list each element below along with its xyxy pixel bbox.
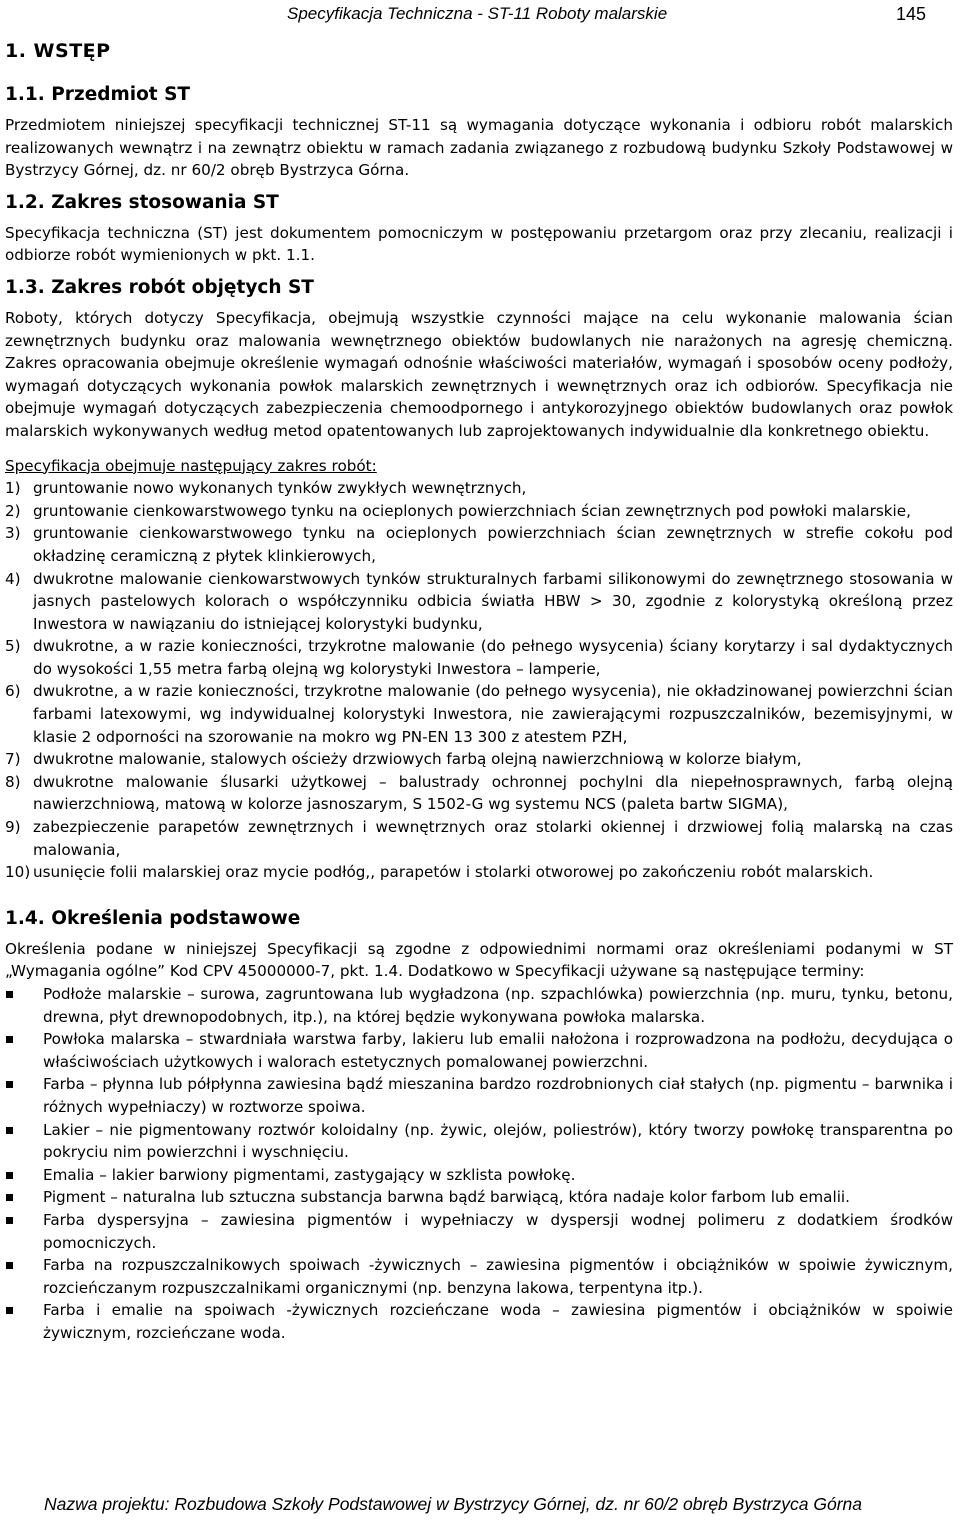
bullet-square-icon [6,1262,13,1269]
page-footer: Nazwa projektu: Rozbudowa Szkoły Podstawowej w Bystrzycy Górnej, dz. nr 60/2 obręb Bystrzyca Górna [44,1494,862,1514]
term-item [5,1299,953,1344]
scope-item [5,500,953,523]
section-text: Przedmiotem niniejszej specyfikacji technicznej ST-11 są wymagania dotyczące wykonania i odbioru robót malarskich realizowanych wewnątrz i na zewnątrz obiektu w ramach zadania związanego z rozbudową budynku Szkoły Podstawowej w Bystrzycy Górnej, dz. nr 60/2 obręb Bystrzyca Górna. [5,116,953,180]
scope-item-text: zabezpieczenie parapetów zewnętrznych i wewnętrznych oraz stolarki okiennej i drzwiowej folią malarską na czas malowania, [33,818,953,859]
term-item [5,1209,953,1254]
section-title: 1.3. Zakres robót objętych ST [5,276,314,298]
term-item [5,1073,953,1118]
page-header [287,2,926,26]
scope-item-number: 7) [5,750,21,769]
page-number: 145 [895,3,926,24]
scope-item-text: dwukrotne, a w razie konieczności, trzykrotne malowanie (do pełnego wysycenia), nie okładzinowanej powierzchni ścian farbami latexowymi, wg indywidualnej kolorystyki Inwestora, nie zawierającymi rozpuszczalników, bezemisyjnymi, w klasie 2 odporności na szorowanie na mokro wg PN-EN 13 300 z atestem PZH, [33,682,953,746]
bullet-square-icon [6,991,13,998]
term-text: Farba – płynna lub półpłynna zawiesina bądź mieszanina bardzo rozdrobnionych ciał stałych (np. pigmentu – barwnika i różnych wypełniaczy) w roztworze spoiwa. [43,1075,953,1116]
term-item [5,983,953,1028]
term-text: Powłoka malarska – stwardniała warstwa farby, lakieru lub emalii nałożona i rozprowadzona na podłożu, decydująca o właściwościach użytkowych i walorach estetycznych pomalowanej powierzchni. [43,1030,953,1071]
scope-item-text: dwukrotne malowanie ślusarki użytkowej – balustrady ochronnej pochylni dla niepełnosprawnych, farbą olejną nawierzchniową, matową w kolorze jasnoszarym, S 1502-G wg systemu NCS (paleta bartw SIGMA), [33,772,953,814]
scope-item-text: gruntowanie cienkowarstwowego tynku na ocieplonych powierzchniach ścian zewnętrznych w strefie cokołu pod okładzinę ceramiczną z płytek klinkierowych, [33,524,953,565]
scope-item-text: usunięcie folii malarskiej oraz mycie podłóg,, parapetów i stolarki otworowej po zakończeniu robót malarskich. [33,863,874,882]
scope-item-number: 5) [5,637,21,656]
section-1-4 [5,906,953,1345]
scope-item-text: gruntowanie nowo wykonanych tynków zwykłych wewnętrznych, [33,479,527,498]
section-1-3 [5,275,953,884]
bullet-square-icon [6,1172,13,1179]
chapter-heading: 1. WSTĘP [5,40,111,62]
scope-item [5,635,953,680]
scope-title: Specyfikacja obejmuje następujący zakres robót: [5,456,377,475]
scope-item [5,816,953,861]
term-text: Farba dyspersyjna – zawiesina pigmentów i wypełniaczy w dyspersji wodnej polimeru z dodatkiem środków pomocniczych. [43,1210,953,1252]
term-text: Farba na rozpuszczalnikowych spoiwach -żywicznych – zawiesina pigmentów i obciążników w spoiwie żywicznym, rozcieńczanym rozpuszczalnikami organicznymi (np. benzyna lakowa, terpentyna itp.). [43,1256,953,1297]
section-title: 1.2. Zakres stosowania ST [5,191,279,213]
term-item [5,1254,953,1299]
term-item [5,1028,953,1073]
section-title: 1.1. Przedmiot ST [5,84,191,105]
scope-item-number: 9) [5,818,21,837]
term-item [5,1119,953,1164]
bullet-square-icon [6,1217,13,1224]
section-text: Określenia podane w niniejszej Specyfikacji są zgodne z odpowiednimi normami oraz określeniami podanymi w ST „Wymagania ogólne” Kod CPV 45000000-7, pkt. 1.4. Dodatkowo w Specyfikacji używane są następujące terminy: [5,939,953,981]
scope-item [5,771,953,816]
bullet-square-icon [6,1307,13,1314]
term-item [5,1164,953,1187]
scope-item-text: dwukrotne, a w razie konieczności, trzykrotne malowanie (do pełnego wysycenia) ściany korytarzy i sal dydaktycznych do wysokości 1,55 metra farbą olejną wg kolorystyki Inwestora – lamperie, [33,637,953,678]
scope-item [5,477,953,500]
section-1-2 [5,190,953,267]
document-body [5,40,953,1349]
scope-item-number: 3) [5,524,21,543]
section-text: Roboty, których dotyczy Specyfikacja, obejmują wszystkie czynności mające na celu wykonanie malowania ścian zewnętrznych budynku oraz malowania wewnętrznego obiektów budowlanych nie narażonych na agresję chemiczną. Zakres opracowania obejmuje określenie wymagań odnośnie właściwości materiałów, wymagań i sposobów oceny podłoży, wymagań dotyczących wykonania powłok malarskich zewnętrznych i wewnętrznych oraz ich odbiorów. Specyfikacja nie obejmuje wymagań dotyczących zabezpieczenia chemoodpornego i antykorozyjnego obiektów budowlanych oraz powłok malarskich wykonywanych według metod opatentowanych lub zaprojektowanych indywidualnie dla konkretnego obiektu. [5,308,953,440]
scope-item-number: 6) [5,682,21,701]
scope-item-text: dwukrotne malowanie, stalowych ościeży drzwiowych farbą olejną nawierzchniową w kolorze białym, [33,750,802,769]
term-text: Farba i emalie na spoiwach -żywicznych rozcieńczane woda – zawiesina pigmentów i obciążników w spoiwie żywicznym, rozcieńczane woda. [43,1301,953,1342]
bullet-square-icon [6,1194,13,1201]
scope-item-number: 1) [5,479,21,498]
term-text: Emalia – lakier barwiony pigmentami, zastygający w szklista powłokę. [43,1165,576,1184]
scope-item-number: 4) [5,569,21,588]
bullet-square-icon [6,1036,13,1043]
section-title: 1.4. Określenia podstawowe [5,907,301,929]
scope-item [5,680,953,748]
bullet-square-icon [6,1127,13,1134]
section-1-1 [5,82,953,182]
scope-item-number: 2) [5,501,21,520]
term-text: Podłoże malarskie – surowa, zagruntowana lub wygładzona (np. szpachlówka) powierzchnia (np. muru, tynku, betonu, drewna, płyt drewnopodobnych, itp.), na której będzie wykonywana powłoka malarska. [43,985,953,1026]
term-text: Lakier – nie pigmentowany roztwór koloidalny (np. żywic, olejów, poliestrów), który tworzy powłokę transparentna po pokryciu nim powierzchni i wyschnięciu. [43,1120,953,1162]
scope-item-text: dwukrotne malowanie cienkowarstwowych tynków strukturalnych farbami silikonowymi do zewnętrznego stosowania w jasnych pastelowych kolorach o współczynniku odbicia światła HBW > 30, zgodnie z kolorystyką określoną przez Inwestora w nawiązaniu do istniejącej kolorystyki budynku, [33,569,953,633]
scope-item-text: gruntowanie cienkowarstwowego tynku na ocieplonych powierzchniach ścian zewnętrznych pod powłoki malarskie, [33,501,911,520]
scope-item [5,522,953,567]
scope-item [5,861,953,884]
terms-list [5,983,953,1345]
scope-list [5,477,953,884]
header-title: Specyfikacja Techniczna - ST-11 Roboty malarskie [287,4,668,23]
section-text: Specyfikacja techniczna (ST) jest dokumentem pomocniczym w postępowaniu przetargom oraz przy zlecaniu, realizacji i odbiorze robót wymienionych w pkt. 1.1. [5,223,953,265]
scope-item-number: 10) [5,863,31,882]
scope-item [5,748,953,771]
scope-item [5,568,953,636]
bullet-square-icon [6,1081,13,1088]
scope-item-number: 8) [5,772,21,791]
term-text: Pigment – naturalna lub sztuczna substancja barwna bądź barwiącą, która nadaje kolor farbom lub emalii. [43,1188,850,1207]
term-item [5,1186,953,1209]
